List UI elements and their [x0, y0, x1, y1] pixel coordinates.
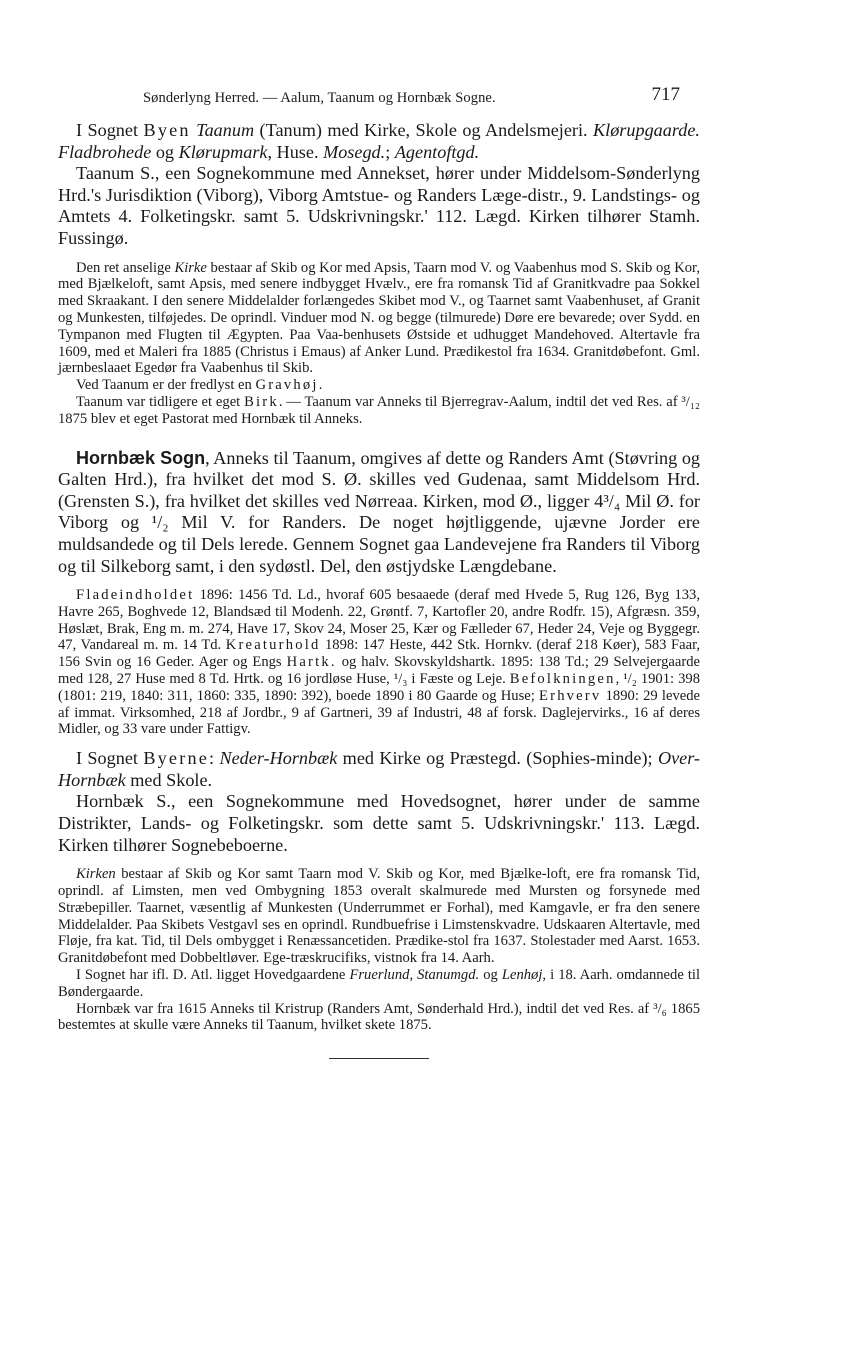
hornbaek-history-paragraph: Hornbæk var fra 1615 Anneks til Kristrup (Randers Amt, Sønderhald Hrd.), indtil det ved Res. af ³/₆ 1865 bestemtes at skulle være Anneks til Taanum, hvilket skete 1875. [58, 1000, 700, 1034]
page-number: 717 [651, 84, 680, 105]
hornbaek-statistics-paragraph: Fladeindholdet 1896: 1456 Td. Ld., hvoraf 605 besaaede (deraf med Hvede 5, Rug 126, Byg 133, Havre 265, Boghvede 12, Blandsæd til Modenh. 22, Grøntf. 7, Kartofler 20, andre Rodfr. 15), Afgræsn. 359, Høslæt, Brak, Eng m. m. 274, Have 17, Skov 24, Moser 25, Kær og Fælleder 67, Heder 24, Veje og Byggegr. 47, Vandareal m. m. 14 Td. Kreaturhold 1898: 147 Heste, 442 Stk. Hornkv. (deraf 218 Køer), 583 Faar, 156 Svin og 16 Geder. Ager og Engs Hartk. og halv. Skovskyldshartk. 1895: 138 Td.; 29 Selvejergaarde med 128, 27 Huse med 8 Td. Hrtk. og 16 jordløse Huse, ¹/₃ i Fæste og Leje. Befolkningen, ¹/₂ 1901: 398 (1801: 219, 1840: 311, 1860: 335, 1890: 392), boede 1890 i 80 Gaarde og Huse; Erhverv 1890: 29 levede af immat. Virksomhed, 218 af Jordbr., 9 af Gartneri, 39 af Industri, 48 af forsk. Daglejervirks., 16 af deres Midler, og 33 vare under Fattigv. [58, 587, 700, 738]
taanum-admin-paragraph: Taanum S., een Sognekommune med Annekset, hører under Middelsom-Sønderlyng Hrd.'s Jurisdiktion (Viborg), Viborg Amtstue- og Randers Læge-distr., 9. Landstings- og Amtets 4. Folketingskr. samt 5. Udskrivningskr.' 112. Lægd. Kirken tilhører Stamh. Fussingø. [58, 163, 700, 248]
taanum-church-paragraph: Den ret anselige Kirke bestaar af Skib og Kor med Apsis, Taarn mod V. og Vaabenhus mod S. Skib og Kor, med Bjælkeloft, samt Apsis, med senere indbygget Hvælv., ere fra romansk Tid af Granitkvadre paa Sokkel med Skraakant. I den senere Middelalder forlængedes Skibet mod V., og Taarnet samt Vaabenhuset, af Granit og Munkesten, tilføjedes. De oprindl. Vinduer mod N. og begge (tilmurede) Døre ere bevarede; over Sydd. en Tympanon med Flugten til Ægypten. Paa Vaa-benhusets Østside et udhugget Mandehoved. Altertavle fra 1609, med et Maleri fra 1885 (Christus i Emaus) af Anker Lund. Prædikestol fra 1634. Granitdøbefont. Gml. jærnbeslaaet Egedør fra Vaabenhus til Skib. [58, 259, 700, 377]
hornbaek-villages-paragraph: I Sognet Byerne: Neder-Hornbæk med Kirke og Præstegd. (Sophies-minde); Over-Hornbæk med Skole. [58, 748, 700, 790]
taanum-gravhoj-paragraph: Ved Taanum er der fredlyst en Gravhøj. [76, 377, 323, 394]
hornbaek-manors-paragraph: I Sognet har ifl. D. Atl. ligget Hovedgaardene Fruerlund, Stanumgd. og Lenhøj, i 18. Aarh. omdannede til Bøndergaarde. [58, 967, 700, 1000]
section-end-rule [329, 1058, 429, 1059]
hornbaek-admin-paragraph: Hornbæk S., een Sognekommune med Hovedsognet, hører under de samme Distrikter, Lands- og Folketingskr. som dette samt 5. Udskrivningskr.' 113. Lægd. Kirken tilhører Sognebeboerne. [58, 791, 700, 855]
running-title: Sønderlyng Herred. — Aalum, Taanum og Hornbæk Sogne. [143, 90, 496, 106]
taanum-history-paragraph: Taanum var tidligere et eget Birk. — Taanum var Anneks til Bjerregrav-Aalum, indtil det ved Res. af ³/₁₂ 1875 blev et eget Pastorat med Hornbæk til Anneks. [58, 393, 701, 427]
taanum-villages-paragraph: I Sognet Byen Taanum (Tanum) med Kirke, Skole og Andelsmejeri. Klørupgaarde. Fladbrohede og Klørupmark, Huse. Mosegd.; Agentoftgd. [58, 120, 700, 162]
hornbaek-church-paragraph: Kirken bestaar af Skib og Kor samt Taarn mod V. Skib og Kor, med Bjælke-loft, ere fra romansk Tid, oprindl. af Limsten, men ved Ombygning 1853 overalt skalmurede med Mursten og forsynede med Stræbepiller. Taarnet, væsentlig af Munkesten (Underrummet er Forhal), med Kamgavle, er fra den senere Middelalder. Paa Skibets Vestgavl ses en oprindl. Rundbuefrise i Limstenskvadre. Udskaaren Altertavle, med Fløje, fra kat. Tid, til Dels ombygget i Renæssancetiden. Prædike-stol fra 1637. Stolestader med Aarst. 1653. Granitdøbefont med Dobbeltløver. Ege-træskrucifiks, vistnok fra 14. Aarh. [58, 866, 700, 967]
running-header [58, 82, 700, 110]
hornbaek-heading: Hornbæk Sogn [76, 447, 206, 468]
taanum-section [58, 120, 700, 428]
page [58, 82, 700, 1059]
hornbaek-section [58, 448, 700, 1035]
hornbaek-intro-paragraph: Hornbæk Sogn, Anneks til Taanum, omgives af dette og Randers Amt (Støvring og Galten Hrd.), fra hvilket det mod S. Ø. skilles ved Gudenaa, samt Middelsom Hrd. (Grensten S.), fra hvilket det skilles ved Nørreaa. Kirken, mod Ø., ligger 4³/₄ Mil Ø. for Viborg og ¹/₂ Mil V. for Randers. De noget højtliggende, ujævne Jorder ere muldsandede og til Dels lerede. Gennem Sognet gaa Landevejene fra Randers til Viborg og til Silkeborg samt, i den sydøstl. Del, den østjydske Længdebane. [58, 447, 701, 576]
